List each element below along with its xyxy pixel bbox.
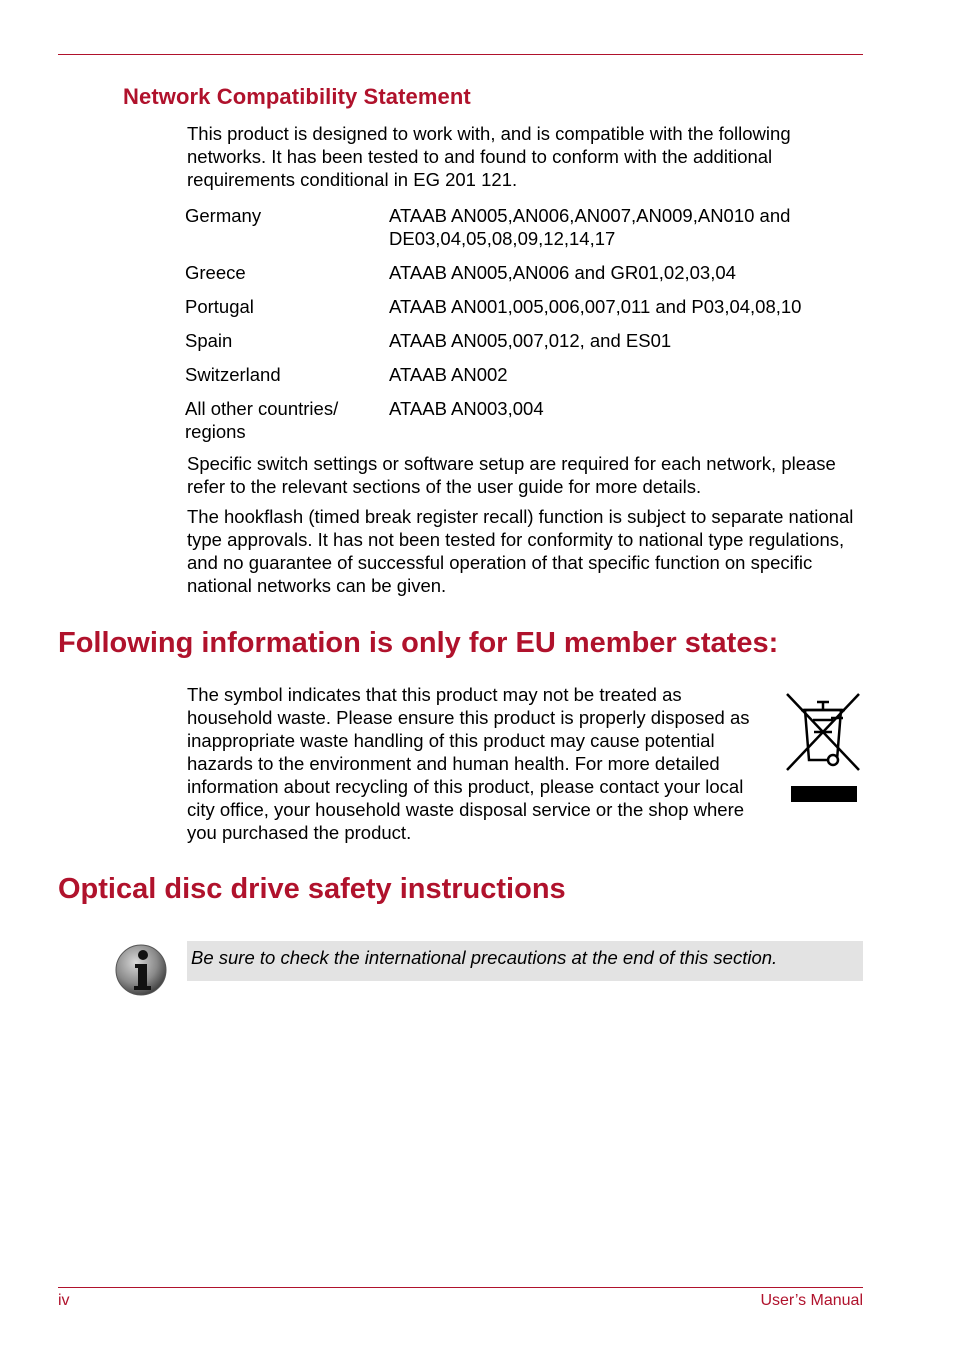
network-intro-paragraph: This product is designed to work with, and is compatible with the following networks. It has been tested to and found to conform with the additional requirements conditional in EG 201 121.: [187, 123, 791, 190]
note-box: Be sure to check the international precautions at the end of this section.: [187, 941, 863, 981]
approvals-cell: ATAAB AN005,AN006,AN007,AN009,AN010 and DE03,04,05,08,09,12,14,17: [389, 205, 791, 249]
network-table: [185, 204, 865, 454]
table-row: [185, 204, 865, 250]
info-icon: [113, 942, 169, 998]
country-cell: Germany: [185, 205, 262, 226]
page-number: iv: [58, 1292, 70, 1309]
network-compatibility-heading: Network Compatibility Statement: [123, 84, 471, 109]
approvals-cell: ATAAB AN002: [389, 364, 508, 385]
approvals-cell: ATAAB AN005,007,012, and ES01: [389, 330, 672, 351]
approvals-cell: ATAAB AN001,005,006,007,011 and P03,04,08,10: [389, 296, 802, 317]
table-row: [185, 329, 865, 352]
country-cell: Portugal: [185, 296, 254, 317]
country-cell: Switzerland: [185, 364, 281, 385]
country-cell: All other countries/ regions: [185, 398, 339, 442]
table-row: [185, 397, 865, 443]
crossed-out-wheelie-bin-icon: [783, 690, 863, 804]
country-cell: Greece: [185, 262, 246, 283]
table-row: [185, 363, 865, 386]
table-row: [185, 295, 865, 318]
country-cell: Spain: [185, 330, 233, 351]
footer-rule: [58, 1287, 863, 1288]
approvals-cell: ATAAB AN005,AN006 and GR01,02,03,04: [389, 262, 736, 283]
table-row: [185, 261, 865, 284]
header-rule: [58, 54, 863, 55]
eu-heading: Following information is only for EU member states:: [58, 627, 779, 659]
optical-safety-heading: Optical disc drive safety instructions: [58, 873, 566, 905]
manual-title: User’s Manual: [760, 1292, 863, 1309]
hookflash-paragraph: The hookflash (timed break register recall) function is subject to separate national type approvals. It has not been tested for conformity to national type regulations, and no guarantee of successful operation of that specific function on specific national networks can be given.: [187, 506, 854, 596]
approvals-cell: ATAAB AN003,004: [389, 398, 544, 419]
switch-settings-paragraph: Specific switch settings or software setup are required for each network, please refer to the relevant sections of the user guide for more details.: [187, 453, 836, 497]
weee-paragraph: The symbol indicates that this product may not be treated as household waste. Please ensure this product is properly disposed as inappropriate waste handling of this product may cause potential hazards to the environment and human health. For more detailed information about recycling of this product, please contact your local city office, your household waste disposal service or the shop where you purchased the product.: [187, 684, 750, 843]
